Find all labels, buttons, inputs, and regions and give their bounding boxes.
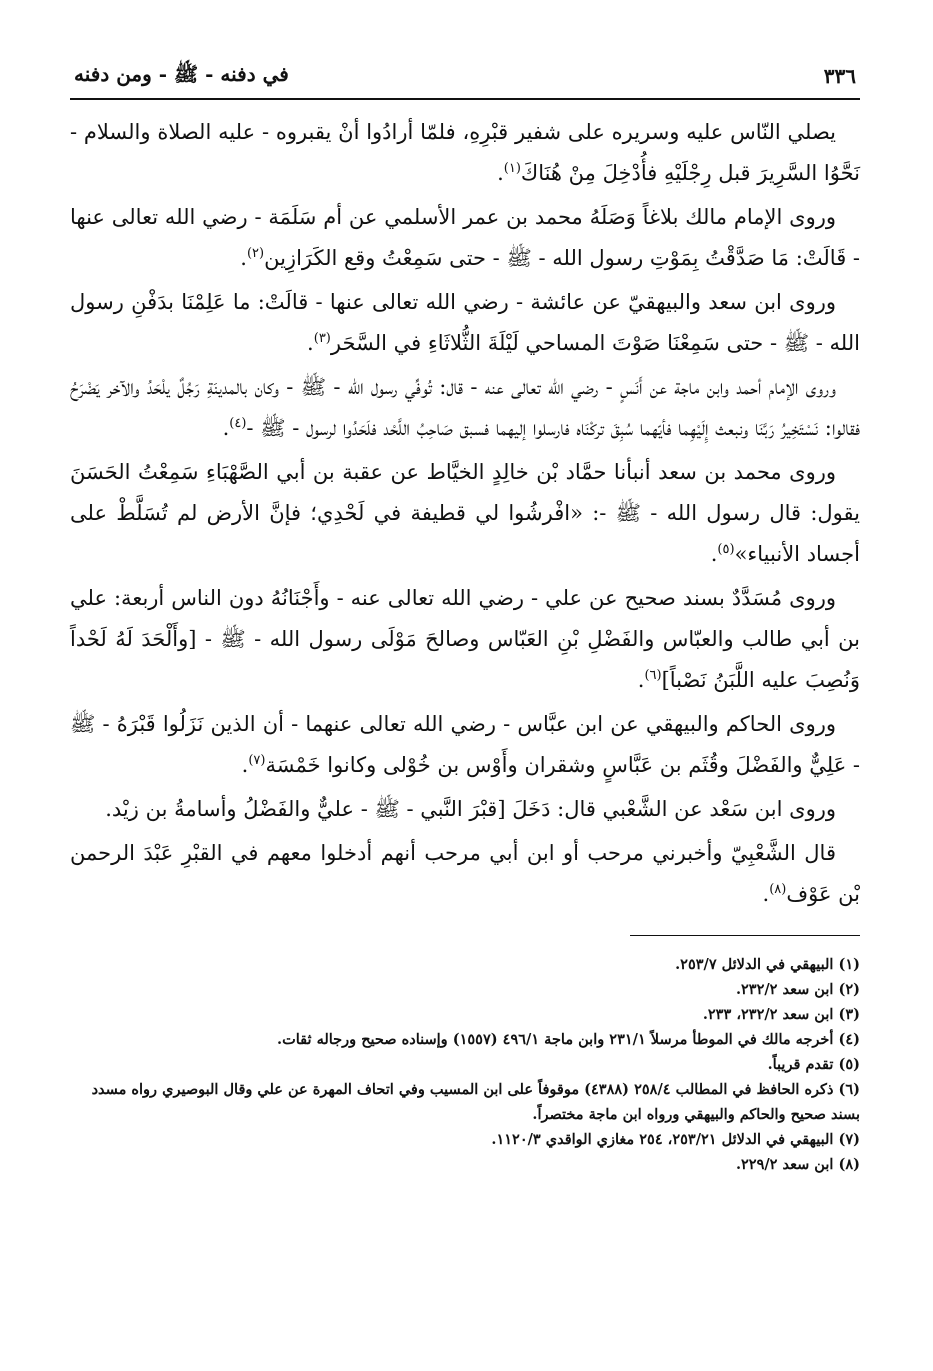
paragraph: وروى الإمام مالك بلاغاً وَصَلَهُ محمد بن عمر الأسلمي عن أم سَلَمَة - رضي الله تعالى عنها - قَالَتْ: مَا صَدَّقْتُ بِمَوْتِ رسول الله - ﷺ - حتى سَمِعْتُ وقع الكَرَازِين$^{(٢)}$.: [70, 205, 860, 270]
body-text: [70, 112, 860, 915]
paragraph: وروى الإمام أحمد وابن ماجة عن أَنَسٍ - رضي الله تعالى عنه - قال: تُوفِّي رسول الله - ﷺ - وكان بالمدينَةِ رَجُلٌ يلْحَدُ والآخر يَضْرَحُ فقالوا: نَسْتَخِيرُ رَبَّنَا ونبعث إِلَيْهِما فأيّهما سُبِقَ تركْنَاه فارسلوا إليهما فسبق صَاحِبُ اللَّحْد فلَحَدُوا لرسول - ﷺ -$^{(٤)}$.: [70, 375, 860, 440]
paragraph: يصلي النّاس عليه وسريره على شفير قبْرِهِ، فلمّا أرادُوا أنْ يقبروه - عليه الصلاة والسلام - نَحَّوُا السَّرِيرَ قبل رِجْلَيْهِ فأُدْخِلَ مِنْ هُنَاكَ$^{(١)}$.: [70, 120, 860, 185]
paragraph: وروى ابن سَعْد عن الشَّعْبي قال: دَخَلَ [قبْرَ النَّبي - ﷺ - عليٌّ والفَضْلُ وأسامةُ بن زيْد.: [105, 797, 836, 821]
paragraph: وروى مُسَدَّدٌ بسند صحيح عن علي - رضي الله تعالى عنه - وأَجْنَانُهُ دون الناس أربعة: علي بن أبي طالب والعبّاس والفَضْلِ بْنِ العَبّاس وصالحَ مَوْلَى رسول الله - ﷺ - [وأَلْحَدَ لَهُ لَحْداً وَنُصِبَ عليه اللَّبَنُ نَصْباً]$^{(٦)}$.: [70, 586, 860, 692]
paragraph: وروى ابن سعد والبيهقيّ عن عائشة - رضي الله تعالى عنها - قالَتْ: ما عَلِمْنَا بدَفْنِ رسول الله - ﷺ - حتى سَمِعْنَا صَوْتَ المساحي لَيْلَةَ الثُّلاثَاءِ في السَّحَر$^{(٣)}$.: [70, 290, 860, 355]
book-page: [70, 56, 860, 1177]
footnote: (٦) ذكره الحافظ في المطالب ٢٥٨/٤ (٤٣٨٨) موقوفاً على ابن المسيب وفي اتحاف المهرة عن علي وقال البوصيري رواه مسدد بسند صحيح والحاكم والبيهقي ورواه ابن ماجة مختصراً.: [91, 1081, 860, 1123]
footnote: (١) البيهقي في الدلائل ٢٥٣/٧.: [675, 956, 860, 973]
paragraph: وروى محمد بن سعد أنبأنا حمَّاد بْن خالِدٍ الخيَّاط عن عقبة بن أبي الصَّهْبَاءِ سَمِعْتُ الحَسَنَ يقول: قال رسول الله - ﷺ -: «افْرشُوا لي قطيفة في لَحْدِي؛ فإنَّ الأرض لم تُسَلَّطْ على أجساد الأنبياء»$^{(٥)}$.: [70, 460, 860, 566]
running-title: في دفنه - ﷺ - ومن دفنه: [74, 61, 289, 86]
footnote-ref[interactable]: (١): [503, 161, 521, 176]
footnote: (٣) ابن سعد ٢٣٢/٢، ٢٣٣.: [702, 1006, 860, 1023]
footnote-separator: [630, 935, 860, 936]
footnote-ref[interactable]: (٧): [248, 753, 266, 768]
footnote: (٧) البيهقي في الدلائل ٢٥٣/٢١، ٢٥٤ مغازي الواقدي ١١٢٠/٣.: [491, 1131, 860, 1148]
footnote: (٢) ابن سعد ٢٣٢/٢.: [735, 981, 860, 998]
footnotes: [70, 952, 860, 1177]
footnote-ref[interactable]: (٤): [229, 416, 247, 431]
footnote-ref[interactable]: (٢): [246, 246, 265, 261]
header-rule: [70, 98, 860, 100]
footnote-ref[interactable]: (٦): [644, 668, 662, 683]
footnote: (٨) ابن سعد ٢٢٩/٢.: [735, 1156, 860, 1173]
paragraph: قال الشَّعْبِيّ وأخبرني مرحب أو ابن أبي مرحب أنهم أدخلوا معهم في القبْرِ عَبْدَ الرحمن بْن عَوْف$^{(٨)}$.: [70, 841, 860, 906]
page-header: [70, 56, 860, 96]
footnote-ref[interactable]: (٥): [717, 542, 735, 557]
footnote-ref[interactable]: (٨): [769, 882, 787, 897]
paragraph: وروى الحاكم والبيهقي عن ابن عبَّاس - رضي الله تعالى عنهما - أن الذين نَزَلُوا قَبْرَهُ - ﷺ - عَلِيٌّ والفَضْلَ وقُثَم بن عَبَّاسٍ وشقران وأَوْس بن خُوْلى وكانوا خَمْسَة$^{(٧)}$.: [70, 712, 860, 777]
footnote-ref[interactable]: (٣): [313, 331, 331, 346]
footnote: (٥) تقدم قريباً.: [767, 1056, 860, 1073]
footnote: (٤) أخرجه مالك في الموطأ مرسلاً ٢٣١/١ وابن ماجة ٤٩٦/١ (١٥٥٧) وإسناده صحيح ورجاله ثقات.: [277, 1031, 860, 1048]
page-number: ٣٣٦: [823, 64, 856, 88]
